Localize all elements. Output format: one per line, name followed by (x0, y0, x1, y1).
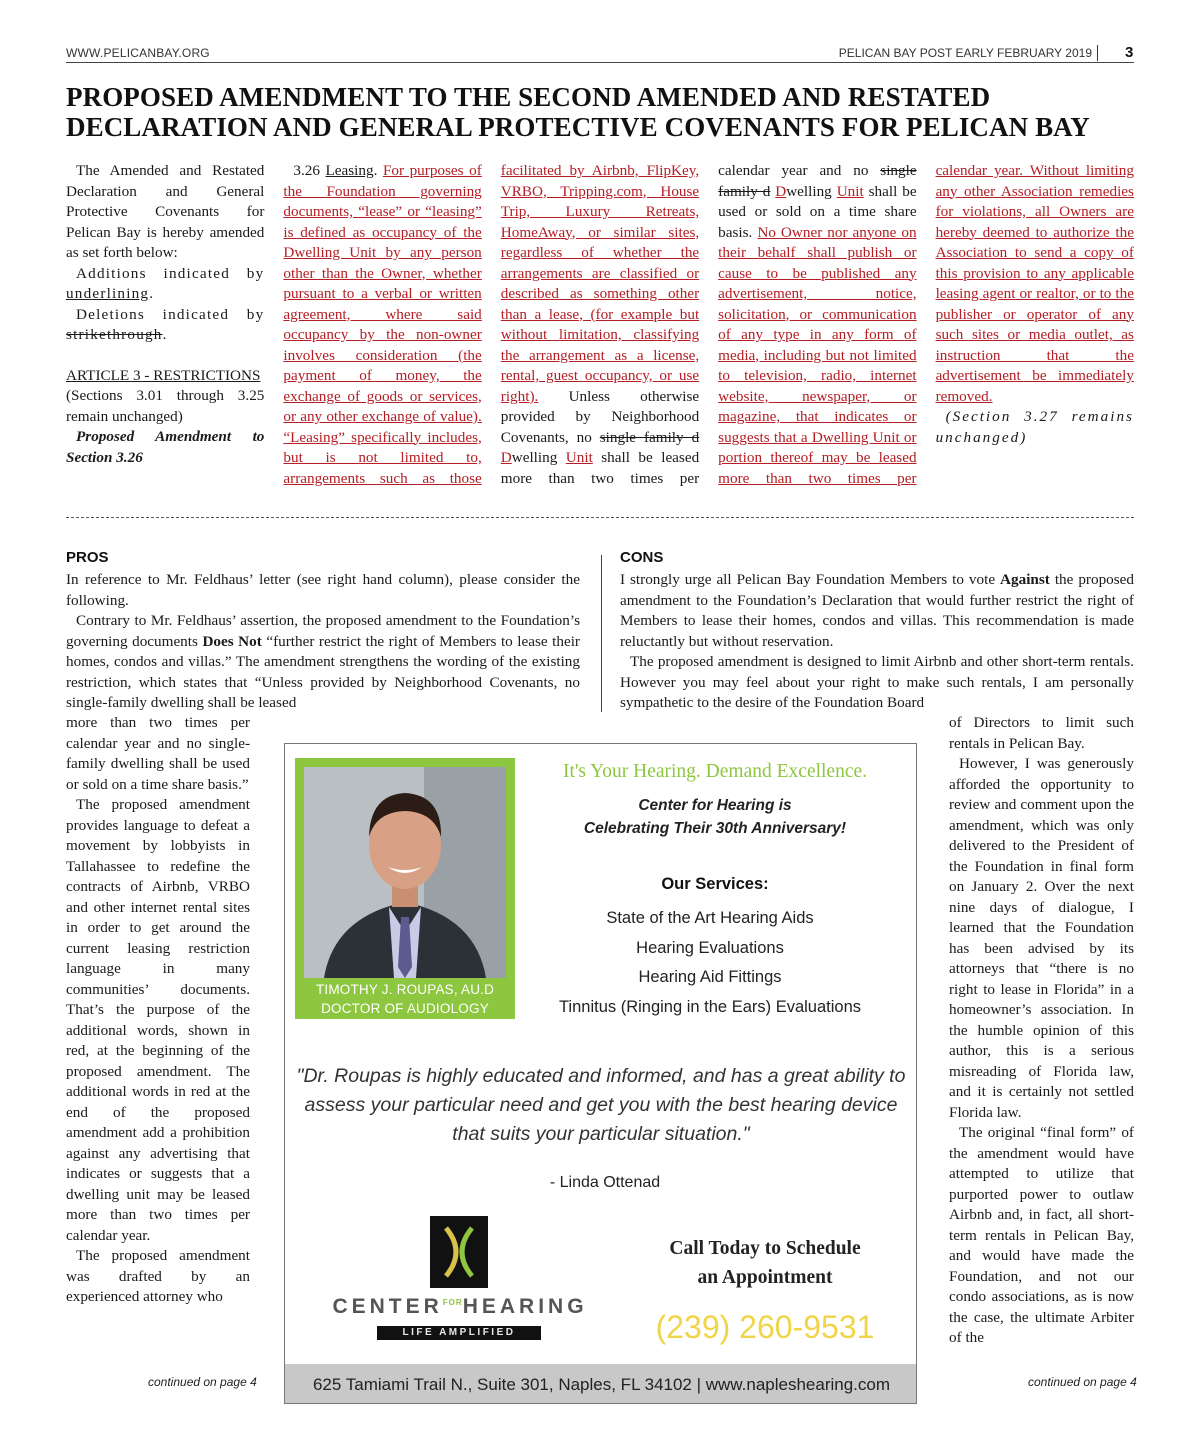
plain-2: welling (511, 449, 558, 466)
page-number: 3 (1125, 44, 1134, 61)
additions-word: underlining (66, 285, 150, 302)
plain-5: shall be used or sold on a time share basis. (718, 182, 917, 241)
amendment-text (66, 161, 1134, 501)
additions-prefix: Additions indicated by (76, 264, 265, 282)
doctor-portrait-illustration (304, 767, 506, 978)
page-title: PROPOSED AMENDMENT TO THE SECOND AMENDED AND RESTATED DECLARATION AND GENERAL PROTECTIVE COVENANTS FOR PELICAN BAY (66, 82, 1090, 142)
anniversary-line-2: Celebrating Their 30th Anniversary! (583, 820, 847, 837)
cons-p2-cont: of Directors to limit such rentals in Pelican Bay. (949, 714, 1134, 752)
deletions-word: strikethrough (66, 326, 163, 343)
cons-p1-bold: Against (1000, 571, 1050, 588)
cons-heading: CONS (620, 549, 664, 566)
pros-intro (66, 570, 580, 714)
header-divider (1097, 45, 1098, 61)
doctor-name: TIMOTHY J. ROUPAS, AU.D (315, 982, 495, 997)
article-heading: ARTICLE 3 - RESTRICTIONS (66, 366, 261, 384)
ad-tagline: It's Your Hearing. Demand Excellence. (562, 761, 868, 782)
plain-4: welling (786, 182, 832, 200)
call-to-action (635, 1234, 895, 1292)
pros-p4: The proposed amendment was drafted by an experienced attorney who (66, 1247, 250, 1305)
amendment-intro: The Amended and Restated Declaration and General Protective Covenants for Pelican Bay is hereby amended as set forth below: (66, 162, 265, 261)
pros-column (66, 713, 250, 1308)
additions-legend: Additions indicated by underlining. (66, 264, 265, 302)
addition-definition: For purposes of the Foundation governing documents, “lease” or “leasing” is defined as occupancy of the Dwelling Unit by any person other than the Owner, whether pursuant to a verbal or written agreement, where said occupancy by the non-owner involves consideration (the payment of money, the exchange of goods or services, or any other exchange of value). “Leasing” specifically includes, but is not limited to, arrangements such as those facilitated by Airbnb, FlipKey, VRBO, Tripping.com, House Trip, Luxury Retreats, HomeAway, or similar sites, regardless of whether the arrangements are classified or described as something other than a lease, (for example but without limitation, classifying the arrangement as a license, rental, guest occupancy, or use right). (283, 162, 700, 487)
doctor-photo-frame (295, 758, 515, 1019)
doctor-caption (295, 980, 515, 1018)
service-item: State of the Art Hearing Aids (606, 909, 814, 927)
cons-p1 (620, 570, 1134, 652)
sec-title: Leasing (325, 162, 374, 179)
anniversary-text (535, 794, 895, 840)
call-line-1: Call Today to Schedule (669, 1238, 861, 1259)
doctor-photo (304, 767, 506, 978)
brand-left: CENTER (332, 1295, 443, 1318)
plain-3: shall be leased more than two times per calendar year and no (500, 162, 869, 487)
proposed-label: Proposed Amendment to Section 3.26 (66, 428, 265, 466)
hearing-advertisement[interactable] (284, 743, 917, 1404)
pros-heading: PROS (66, 549, 109, 566)
cons-p1-after: the proposed amendment to the Foundation’s Declaration that would further restrict the right of Members to lease their homes, condos and villas. This recommendation is made reluctantly but without reservation. (620, 571, 1135, 650)
header-rule (66, 62, 1134, 63)
section-divider (66, 517, 1134, 518)
cap-d-1: D (500, 449, 512, 466)
call-line-2: an Appointment (697, 1267, 833, 1288)
site-url[interactable]: WWW.PELICANBAY.ORG (66, 46, 210, 60)
brand-name (295, 1295, 625, 1319)
brand-slogan: LIFE AMPLIFIED (377, 1326, 541, 1340)
unit-1: Unit (565, 449, 593, 466)
deletion-1: single family d (599, 428, 700, 446)
addition-advertising: No Owner nor anyone on their behalf shall publish or cause to be published any advertisement, notice, solicitation, or communication of any type in any form of media, including but not limited to television, radio, internet website, newspaper, or magazine, that indicates or suggests that a Dwelling Unit or portion thereof may be leased more than two times per calendar year. Without limiting any other Association remedies for violations, all Owners are hereby deemed to authorize the Association to send a copy of this provision to any applicable leasing agent or realtor, or to the publisher or operator of any such sites or media outlet, as instruction that the advertisement be immediately removed. (718, 162, 1134, 487)
pros-p2-cont: more than two times per calendar year and no single-family dwelling shall be used or sold on a time share basis.” (66, 714, 250, 793)
doctor-title: DOCTOR OF AUDIOLOGY (321, 1001, 489, 1016)
issue-label: PELICAN BAY POST EARLY FEBRUARY 2019 (838, 46, 1092, 60)
pros-continued[interactable]: continued on page 4 (148, 1375, 257, 1389)
cons-p3: However, I was generously afforded the opportunity to review and comment upon the amendment, which was only delivered to the President of the Foundation in final form on January 2. Over the next nine days of dialogue, I learned that the Foundation has been advised by its attorneys that “there is no right to lease in Florida” in a homeowner’s association. In the humble opinion of this author, this is a serious misreading of Florida law, and it is certainly not settled Florida law. (949, 755, 1134, 1121)
testimonial-attribution: - Linda Ottenad (549, 1174, 661, 1191)
plain-1: Unless otherwise provided by Neighborhood Covenants, no (500, 387, 700, 446)
cons-continued[interactable]: continued on page 4 (1028, 1375, 1137, 1389)
brand-for: FOR (442, 1298, 463, 1307)
section-326-body: 3.26 Leasing. For purposes of the Foundation governing documents, “lease” or “leasing” is defined as occupancy of the Dwelling Unit by any person other than the Owner, whether pursuant to a verbal or written agreement, where said occupancy by the non-owner involves consideration (the payment of money, the exchange of goods or services, or any other exchange of value). “Leasing” specifically includes, but is not limited to, arrangements such as those facilitated by Airbnb, FlipKey, VRBO, Tripping.com, House Trip, Luxury Retreats, HomeAway, or similar sites, regardless of whether the arrangements are classified or described as something other than a lease, (for example but without limitation, classifying the arrangement as a license, rental, guest occupancy, or use right). Unless otherwise provided by Neighborhood Covenants, no single family d Dwelling Unit shall be leased more than two times per calendar year and no single family d Dwelling Unit shall be used or sold on a time share basis. No Owner nor anyone on their behalf shall publish or cause to be published any advertisement, notice, solicitation, or communication of any type in any form of media, including but not limited to television, radio, internet website, newspaper, or magazine, that indicates or suggests that a Dwelling Unit or portion thereof may be leased more than two times per calendar year. Without limiting any other Association remedies for violations, all Owners are hereby deemed to authorize the Association to send a copy of this provision to any applicable leasing agent or realtor, or to the publisher or operator of any such sites or media outlet, as instruction that the advertisement be immediately removed. (283, 162, 1134, 487)
sections-unchanged: (Sections 3.01 through 3.25 remain unchanged) (66, 387, 265, 425)
deletions-legend: Deletions indicated by strikethrough. (66, 305, 265, 343)
services-title: Our Services: (661, 875, 769, 893)
ad-footer-address[interactable]: 625 Tamiami Trail N., Suite 301, Naples, FL 34102 | www.napleshearing.com (285, 1364, 917, 1404)
section-327-note: (Section 3.27 remains unchanged) (935, 408, 1134, 446)
brand-right: HEARING (462, 1295, 588, 1318)
cons-p1-before: I strongly urge all Pelican Bay Foundation Members to vote (620, 571, 996, 588)
testimonial-quote: "Dr. Roupas is highly educated and informed, and has a great ability to assess your particular need and get you with the best hearing device that suits your particular situation." (296, 1065, 906, 1145)
service-item: Hearing Aid Fittings (638, 968, 782, 987)
pros-p2-bold: Does Not (202, 632, 262, 650)
cons-intro (620, 570, 1134, 714)
logo-mark-icon (430, 1216, 488, 1288)
sec-num: 3.26 (293, 162, 320, 179)
phone-number[interactable]: (239) 260-9531 (655, 1309, 875, 1345)
pros-p2 (66, 611, 580, 714)
service-item: Hearing Evaluations (636, 938, 784, 957)
deletion-2: single family d (718, 162, 917, 200)
center-for-hearing-logo-icon (430, 1216, 488, 1288)
service-item: Tinnitus (Ringing in the Ears) Evaluations (558, 998, 862, 1017)
cons-p4: The original “final form” of the amendment would have attempted to utilize that purported power to outlaw Airbnb and, in fact, all short-term rentals in Pelican Bay, and would have made the Foundation, and not our condo associations, as is now the case, the ultimate Arbiter of the (949, 1124, 1134, 1346)
pros-p1: In reference to Mr. Feldhaus’ letter (see right hand column), please consider the following. (66, 571, 580, 609)
pros-p2-after: “further restrict the right of Members to lease their homes, condos and villas.” The amendment strengthens the wording of the existing restriction, which states that “Unless provided by Neighborhood Covenants, no single-family dwelling shall be leased (66, 632, 580, 711)
cons-p2: The proposed amendment is designed to limit Airbnb and other short-term rentals. However you may feel about your right to make such rentals, I am personally sympathetic to the desire of the Foundation Board (620, 653, 1134, 711)
unit-2: Unit (836, 182, 864, 200)
cap-d-2: D (775, 182, 787, 200)
cons-column (949, 713, 1134, 1349)
anniversary-line-1: Center for Hearing is (638, 797, 792, 814)
services-list (535, 904, 885, 1023)
pros-cons-divider (601, 555, 602, 712)
deletions-prefix: Deletions indicated by (76, 305, 265, 323)
pros-p2-before: Contrary to Mr. Feldhaus’ assertion, the proposed amendment to the Foundation’s governing documents (66, 612, 580, 650)
pros-p3: The proposed amendment provides language to defeat a movement by lobbyists in Tallahassee to redefine the contracts of Airbnb, VRBO and other internet rental sites in order to get around the current leasing restriction language in many communities’ documents. That’s the purpose of the additional words, shown in red, at the beginning of the proposed amendment. The additional words in red at the end of the proposed amendment add a prohibition against any advertising that indicates or suggests that a dwelling unit may be leased more than two times per calendar year. (66, 796, 250, 1244)
